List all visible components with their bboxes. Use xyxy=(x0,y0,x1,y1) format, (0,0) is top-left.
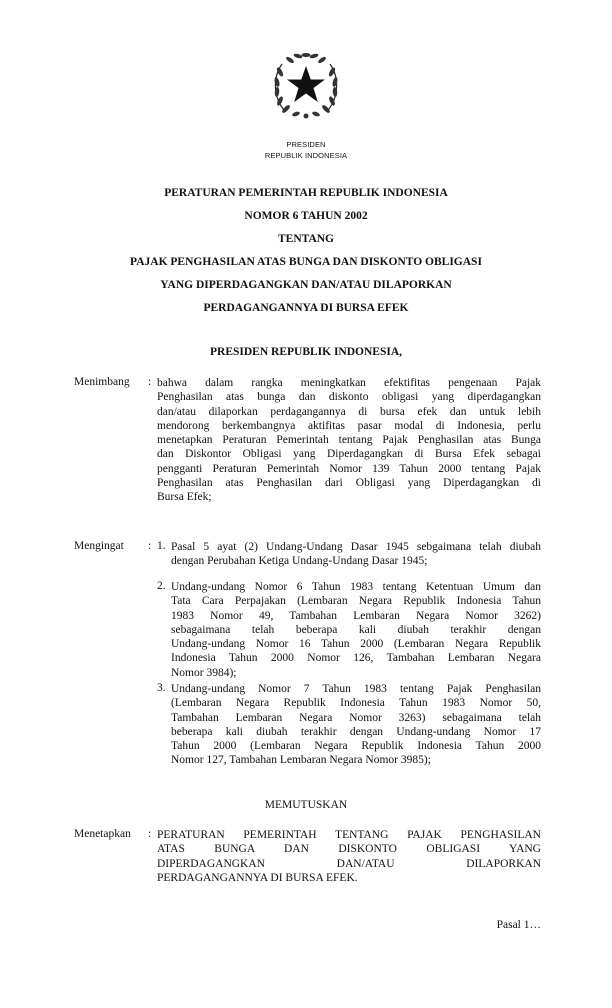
text-line: mendorong berkembangnya aktifitas pasar modal di Indonesia, perlu xyxy=(157,419,541,432)
subject-line-2: YANG DIPERDAGANGKAN DAN/ATAU DILAPORKAN xyxy=(160,279,452,291)
text-line: dengan Perubahan Ketiga Undang-Undang Dasar 1945; xyxy=(171,555,428,568)
text-line: Pasal 5 ayat (2) Undang-Undang Dasar 1945 sebgaimana telah diubah xyxy=(171,541,541,553)
text-line: bahwa dalam rangka meningkatkan efektifitas pengenaan Pajak xyxy=(157,377,541,389)
text-line: Nomor 3984); xyxy=(171,666,237,679)
issuer-heading: PRESIDEN REPUBLIK INDONESIA, xyxy=(209,346,403,358)
text-line: PERATURAN PEMERINTAH TENTANG PAJAK PENGHASILAN xyxy=(157,829,541,841)
menetapkan-label: Menetapkan xyxy=(74,828,131,840)
menimbang-label: Menimbang xyxy=(74,376,130,388)
text-line: menetapkan Peraturan Pemerintah tentang Pajak Penghasilan atas Bunga xyxy=(157,434,541,447)
text-line: Penghasilan atas Penghasilan dari Obligasi yang Diperdagangkan di xyxy=(157,477,541,490)
mengingat-item-2-number: 2. xyxy=(157,580,166,592)
memutuskan-heading: MEMUTUSKAN xyxy=(264,799,348,811)
text-line: Bursa Efek; xyxy=(157,491,212,504)
text-line: dan Diskontor Obligasi yang Diperdagangkan di Bursa Efek sebagai xyxy=(157,448,541,461)
mengingat-item-2 xyxy=(171,580,541,680)
text-line: (Lembaran Negara Republik Indonesia Tahun 1983 Nomor 50, xyxy=(171,697,541,710)
text-line: Penghasilan atas bunga dan diskonto obligasi yang diperdagangkan xyxy=(157,391,541,404)
text-line: Nomor 127, Tambahan Lembaran Negara Nomor 3985); xyxy=(171,754,431,767)
text-line: beberapa kali diubah terakhir dengan Undang-undang Nomor 17 xyxy=(171,725,541,738)
menimbang-colon: : xyxy=(148,376,152,388)
mengingat-item-1 xyxy=(171,540,541,569)
mengingat-label: Mengingat xyxy=(74,540,124,552)
text-line: Tambahan Lembaran Negara Nomor 3263) sebagaimana telah xyxy=(171,711,541,724)
text-line: ATAS BUNGA DAN DISKONTO OBLIGASI YANG xyxy=(157,843,541,856)
next-page-marker: Pasal 1… xyxy=(496,919,541,931)
text-line: Undang-undang Nomor 7 Tahun 1983 tentang Pajak Penghasilan xyxy=(171,683,541,695)
presidential-emblem-icon xyxy=(270,48,342,128)
document-number: NOMOR 6 TAHUN 2002 xyxy=(244,210,368,222)
mengingat-colon: : xyxy=(148,540,152,552)
text-line: Tata Cara Perpajakan (Lembaran Negara Republik Indonesia Tahun xyxy=(171,595,541,608)
menetapkan-colon: : xyxy=(148,828,152,840)
text-line: Undang-undang Nomor 16 Tahun 2000 (Lembaran Negara Republik xyxy=(171,638,541,651)
text-line: Tahun 2000 (Lembaran Negara Republik Indonesia Tahun 2000 xyxy=(171,740,541,753)
menimbang-text xyxy=(157,376,541,505)
text-line: PERDAGANGANNYA DI BURSA EFEK. xyxy=(157,871,358,884)
emblem-caption-presiden: PRESIDEN xyxy=(286,140,326,149)
tentang-heading: TENTANG xyxy=(277,233,335,245)
emblem-caption-republik: REPUBLIK INDONESIA xyxy=(264,151,348,160)
text-line: dan/atau dilaporkan perdagangannya di bursa efek dan untuk lebih xyxy=(157,405,541,418)
text-line: DIPERDAGANGKAN DAN/ATAU DILAPORKAN xyxy=(157,857,541,870)
text-line: 1983 Nomor 49, Tambahan Lembaran Negara Nomor 3262) xyxy=(171,609,541,622)
subject-line-3: PERDAGANGANNYA DI BURSA EFEK xyxy=(203,302,409,314)
text-line: sebagaimana telah beberapa kali diubah terakhir dengan xyxy=(171,623,541,636)
menetapkan-text xyxy=(157,828,541,885)
mengingat-item-3-number: 3. xyxy=(157,682,166,694)
mengingat-item-1-number: 1. xyxy=(157,540,166,552)
text-line: Indonesia Tahun 2000 Nomor 126, Tambahan Lembaran Negara xyxy=(171,652,541,665)
subject-line-1: PAJAK PENGHASILAN ATAS BUNGA DAN DISKONTO OBLIGASI xyxy=(130,256,482,268)
mengingat-item-3 xyxy=(171,682,541,768)
text-line: pengganti Peraturan Pemerintah Nomor 139 Tahun 2000 tentang Pajak xyxy=(157,462,541,475)
document-title: PERATURAN PEMERINTAH REPUBLIK INDONESIA xyxy=(164,187,448,199)
text-line: Undang-undang Nomor 6 Tahun 1983 tentang Ketentuan Umum dan xyxy=(171,581,541,593)
